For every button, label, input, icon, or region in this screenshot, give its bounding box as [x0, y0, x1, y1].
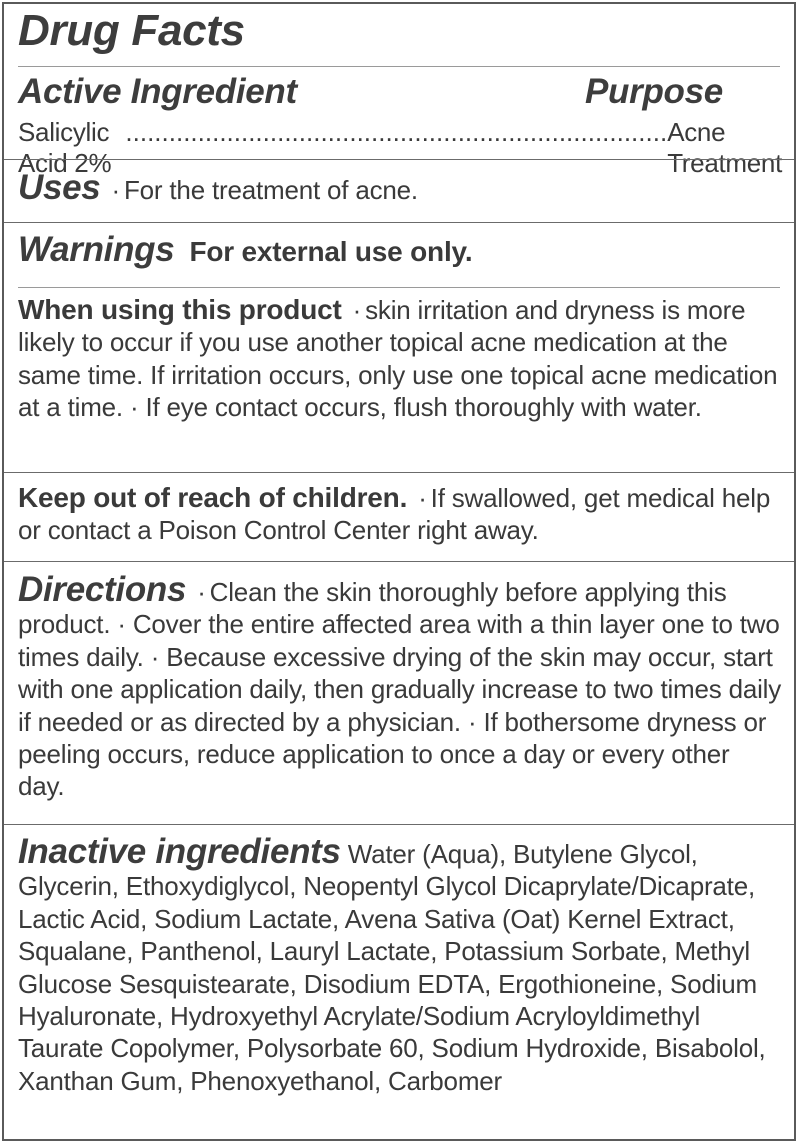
when-using-section: [18, 294, 782, 424]
warnings-heading: Warnings: [18, 230, 175, 269]
keep-out-bullet: ·: [418, 483, 427, 513]
when-using-heading: When using this product: [18, 294, 342, 325]
uses-bullet: ·: [111, 175, 120, 205]
ingredient-name: Salicylic Acid 2%: [18, 117, 112, 178]
active-ingredient-row: [18, 117, 782, 179]
drug-facts-panel: [2, 2, 796, 1141]
when-using-text: skin irritation and dryness is more likely to occur if you use another topical acne medication at the same time. If irritation occurs, only use one topical acne medication at a time. · If eye contact occurs, flush thoroughly with water.: [18, 295, 778, 423]
uses-heading: Uses: [18, 168, 101, 207]
keep-out-divider: [4, 561, 794, 562]
warnings-header: [18, 230, 782, 269]
inactive-text: Water (Aqua), Butylene Glycol, Glycerin, Ethoxydiglycol, Neopentyl Glycol Dicaprylate/Dicaprate, Lactic Acid, Sodium Lactate, Avena Sativa (Oat) Kernel Extract, Squalane, Panthenol, Lauryl Lactate, Potassium Sorbate, Methyl Glucose Sesquistearate, Disodium EDTA, Ergothioneine, Sodium Hyaluronate, Hydroxyethyl Acrylate/Sodium Acryloyldimethyl Taurate Copolymer, Polysorbate 60, Sodium Hydroxide, Bisabolol, Xanthan Gum, Phenoxyethanol, Carbomer: [18, 839, 766, 1096]
active-ingredient-header: [18, 72, 782, 112]
purpose-heading: Purpose: [585, 72, 723, 111]
inactive-heading: Inactive ingredients: [18, 832, 341, 871]
title-divider: [18, 66, 780, 67]
uses-divider: [4, 222, 794, 223]
warnings-external-use: For external use only.: [189, 236, 473, 267]
uses-section: [18, 168, 782, 207]
drug-facts-title: Drug Facts: [18, 6, 245, 55]
directions-text: Clean the skin thoroughly before applying this product. · Cover the entire affected area with a thin layer one to two times daily. · Because excessive drying of the skin may occur, start with one application daily, then gradually increase to two times daily if needed or as directed by a physician. · If bothersome dryness or peeling occurs, reduce application to once a day or every other day.: [18, 577, 782, 802]
dot-leader: ...........................................................................: [125, 117, 668, 147]
keep-out-section: [18, 482, 782, 547]
uses-text: For the treatment of acne.: [123, 175, 418, 205]
active-ingredient-heading: Active Ingredient: [18, 72, 297, 111]
keep-out-heading: Keep out of reach of children.: [18, 482, 408, 513]
when-using-divider: [4, 472, 794, 473]
directions-divider: [4, 824, 794, 825]
warnings-divider: [18, 287, 780, 288]
when-using-bullet: ·: [352, 295, 362, 325]
inactive-section: [18, 832, 782, 1097]
keep-out-text: If swallowed, get medical help or contact a Poison Control Center right away.: [18, 483, 771, 546]
directions-bullet: ·: [197, 577, 206, 607]
active-divider: [4, 159, 794, 160]
ingredient-purpose: Acne Treatment: [667, 117, 783, 178]
directions-heading: Directions: [18, 570, 187, 609]
directions-section: [18, 570, 782, 803]
